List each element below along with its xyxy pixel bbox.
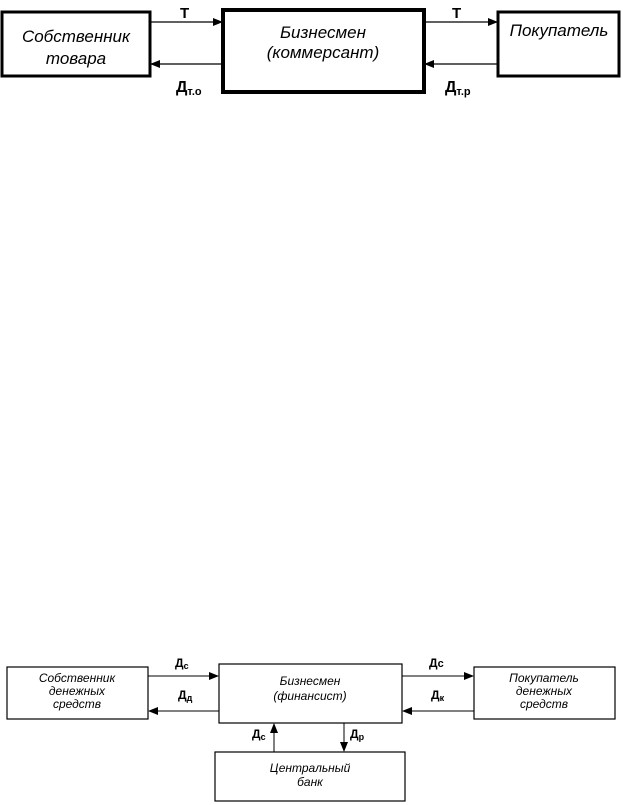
label-dd: Дд [178,688,193,703]
money-buyer-line3: средств [519,697,569,711]
label-dc-bank: Дс [252,727,266,742]
label-money-buyer: Дт.р [445,79,471,98]
label-dc-left: Дс [175,656,189,671]
money-owner-line2: денежных [48,684,106,698]
label-dk: Дк [431,688,445,703]
businessman-finance-line1: Бизнесмен [279,674,341,688]
central-bank-line1: Центральный [269,761,351,775]
diagram-trade [2,5,619,98]
money-owner-line1: Собственник [38,671,116,685]
businessman-commerce-line1: Бизнесмен [279,23,367,42]
label-goods-right: Т [452,5,462,22]
money-owner-line3: средств [52,697,102,711]
businessman-finance-line2: (финансист) [273,689,347,703]
label-goods-left: Т [180,5,190,22]
buyer-line1: Покупатель [509,21,609,40]
label-dr: Др [350,727,365,742]
goods-owner-line2: товара [45,49,107,68]
money-buyer-line2: денежных [515,684,573,698]
money-buyer-line1: Покупатель [509,671,579,685]
label-money-owner: Дт.о [176,79,202,98]
central-bank-line2: банк [297,775,323,789]
diagram-finance [7,656,615,801]
businessman-commerce-line2: (коммерсант) [266,43,380,62]
goods-owner-line1: Собственник [21,27,131,46]
label-dc-right: Дс [429,656,444,670]
